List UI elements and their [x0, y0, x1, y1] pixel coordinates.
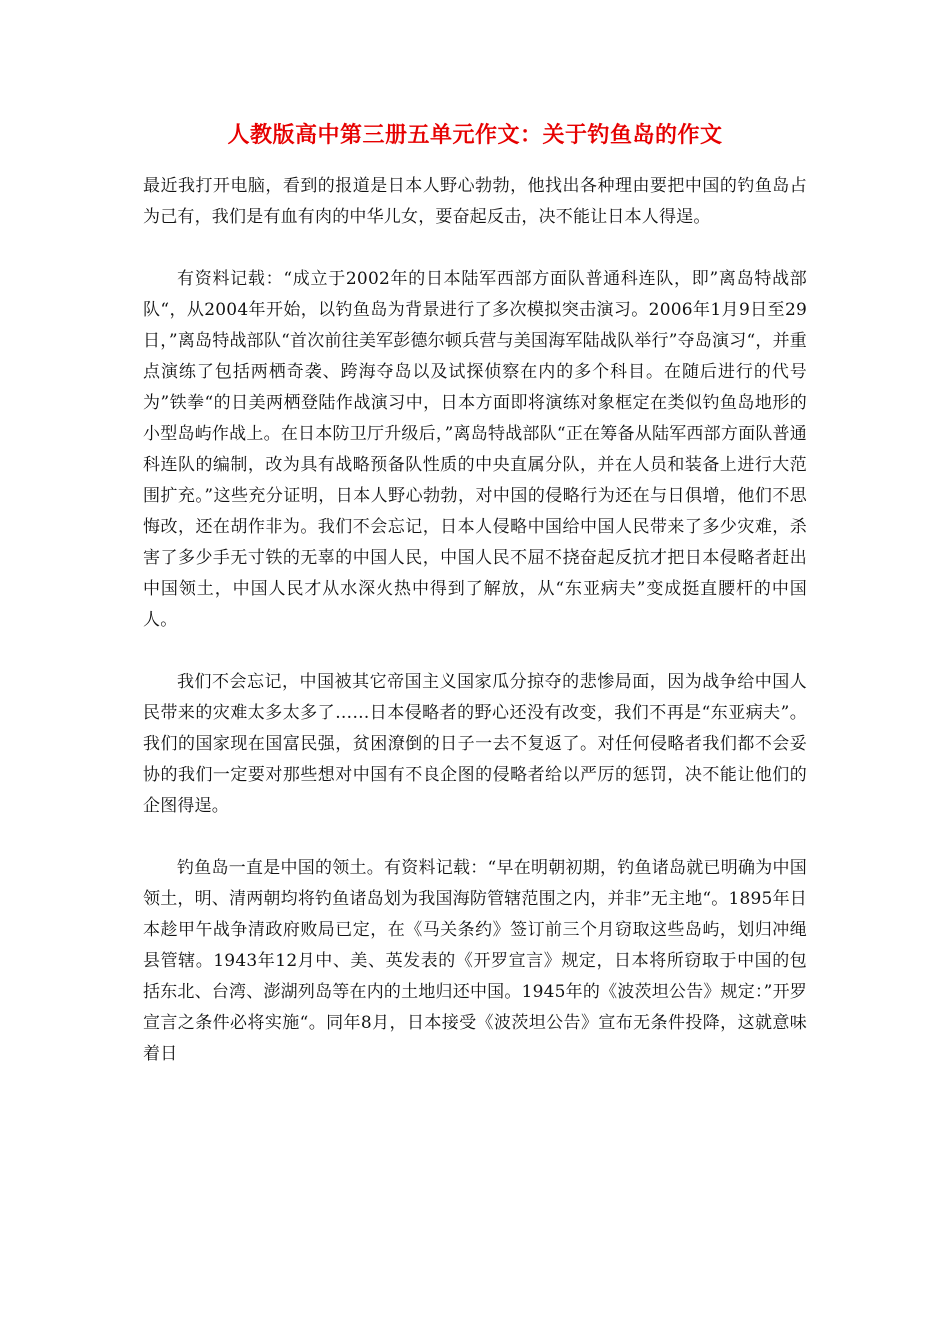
paragraph-1: 最近我打开电脑，看到的报道是日本人野心勃勃，他找出各种理由要把中国的钓鱼岛占为己有，我们是有血有肉的中华儿女，要奋起反击，决不能让日本人得逞。: [143, 176, 807, 227]
document-title: 人教版高中第三册五单元作文：关于钓鱼岛的作文: [227, 123, 723, 148]
paragraph-3: 我们不会忘记，中国被其它帝国主义国家瓜分掠夺的悲惨局面，因为战争给中国人民带来的灾难太多太多了……日本侵略者的野心还没有改变，我们不再是“东亚病夫”。我们的国家现在国富民强，贫困潦倒的日子一去不复返了。对任何侵略者我们都不会妥协的我们一定要对那些想对中国有不良企图的侵略者给以严厉的惩罚，决不能让他们的企图得逞。: [143, 672, 807, 816]
paragraph-4: 钓鱼岛一直是中国的领土。有资料记载：“早在明朝初期，钓鱼诸岛就已明确为中国领土，明、清两朝均将钓鱼诸岛划为我国海防管辖范围之内，并非”无主地“。1895年日本趁甲午战争清政府败局已定，在《马关条约》签订前三个月窃取这些岛屿，划归冲绳县管辖。1943年12月中、美、英发表的《开罗宣言》规定，日本将所窃取于中国的包括东北、台湾、澎湖列岛等在内的土地归还中国。1945年的《波茨坦公告》规定：”开罗宣言之条件必将实施“。同年8月，日本接受《波茨坦公告》宣布无条件投降，这就意味着日: [143, 858, 807, 1064]
paragraph-2: 有资料记载：“成立于2002年的日本陆军西部方面队普通科连队，即”离岛特战部队“，从2004年开始，以钓鱼岛为背景进行了多次模拟突击演习。2006年1月9日至29日，”离岛特战部队“首次前往美军彭德尔顿兵营与美国海军陆战队举行”夺岛演习“，并重点演练了包括两栖奇袭、跨海夺岛以及试探侦察在内的多个科目。在随后进行的代号为”铁拳“的日美两栖登陆作战演习中，日本方面即将演练对象框定在类似钓鱼岛地形的小型岛屿作战上。在日本防卫厅升级后，”离岛特战部队“正在筹备从陆军西部方面队普通科连队的编制，改为具有战略预备队性质的中央直属分队，并在人员和装备上进行大范围扩充。”这些充分证明，日本人野心勃勃，对中国的侵略行为还在与日俱增，他们不思悔改，还在胡作非为。我们不会忘记，日本人侵略中国给中国人民带来了多少灾难，杀害了多少手无寸铁的无辜的中国人民，中国人民不屈不挠奋起反抗才把日本侵略者赶出中国领土，中国人民才从水深火热中得到了解放，从“东亚病夫”变成挺直腰杆的中国人。: [143, 269, 807, 630]
document-body: [143, 171, 807, 1101]
